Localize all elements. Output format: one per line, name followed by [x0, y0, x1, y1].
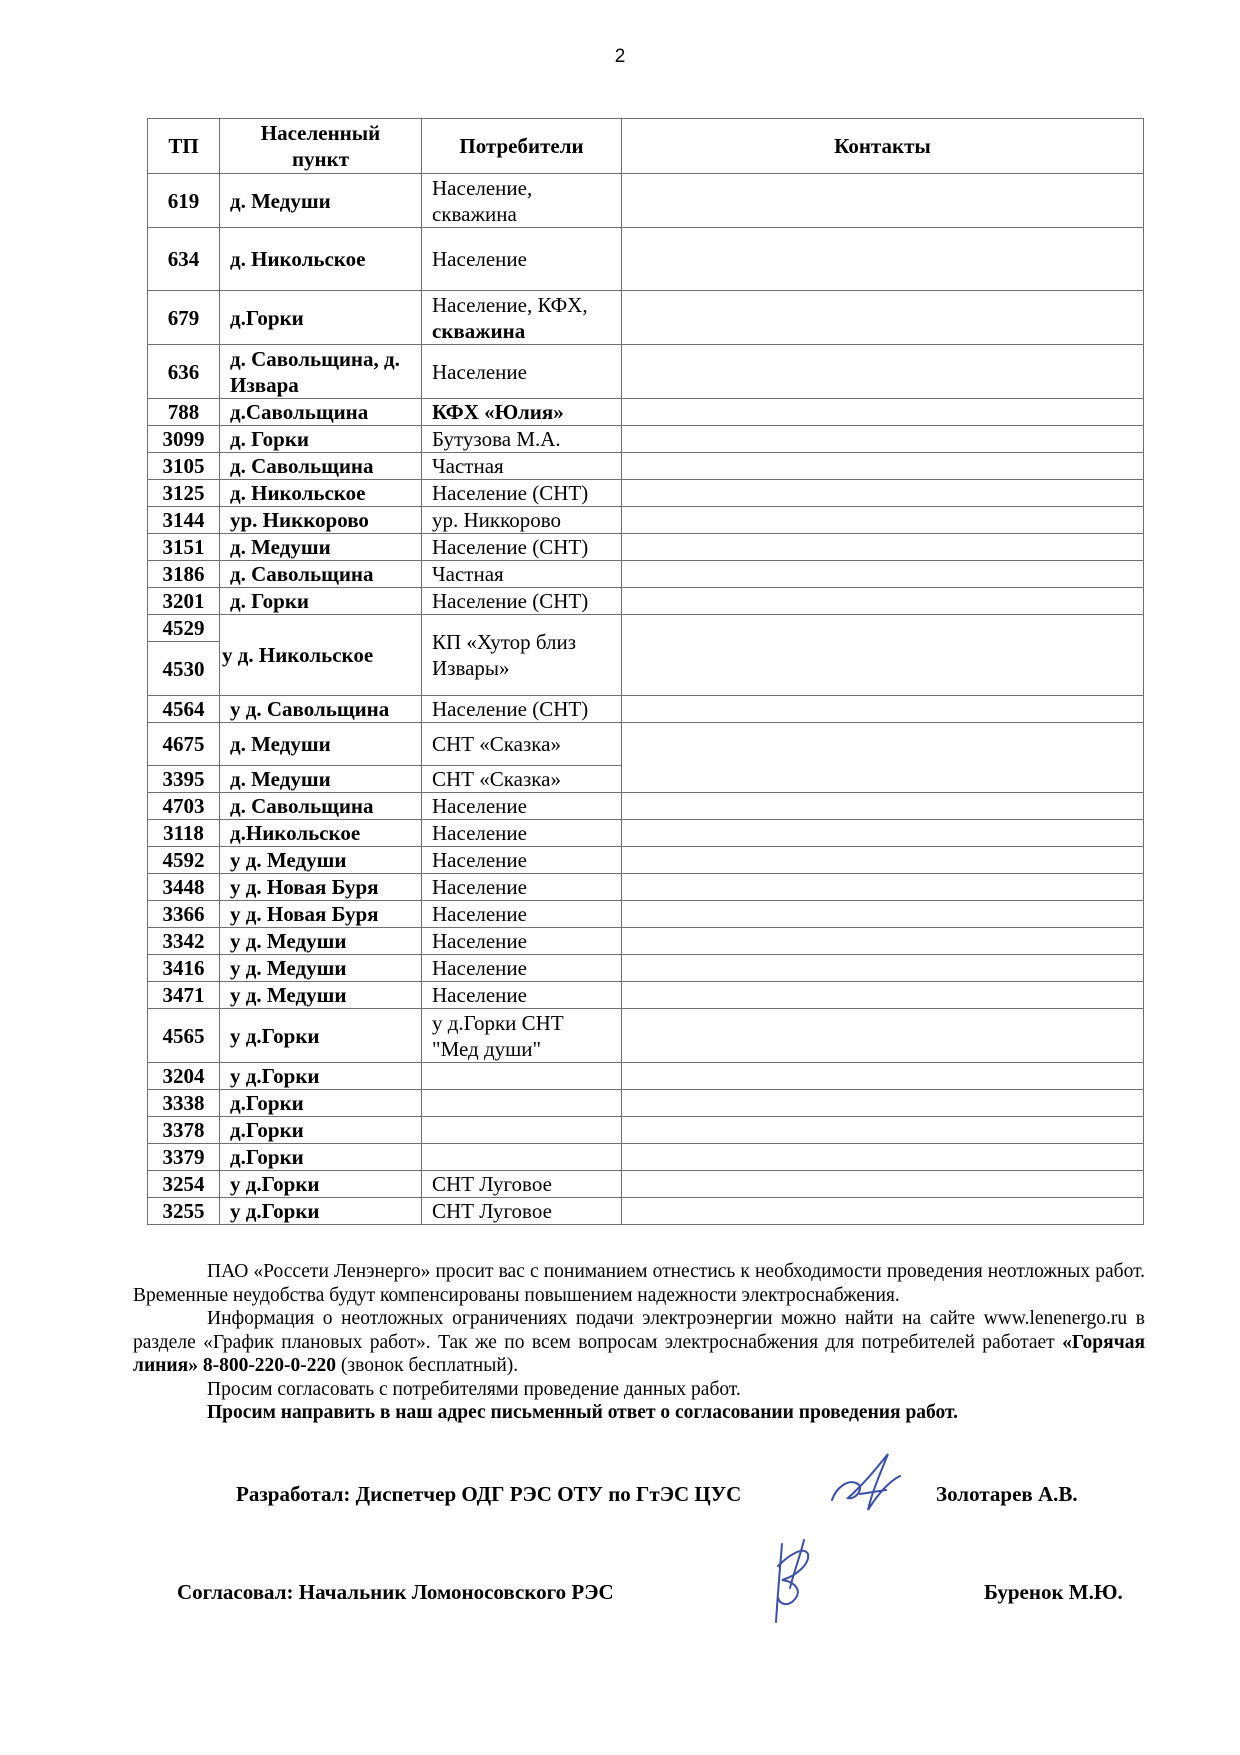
locality: у д. Медуши [220, 982, 422, 1009]
table-row [148, 291, 1144, 345]
table-row [148, 588, 1144, 615]
consumers: Население [422, 928, 622, 955]
locality: д. Медуши [220, 534, 422, 561]
contacts [622, 847, 1144, 874]
locality: у д.Горки [220, 1063, 422, 1090]
table-row [148, 453, 1144, 480]
tp-number: 3186 [148, 561, 220, 588]
contacts [622, 453, 1144, 480]
tp-number: 788 [148, 399, 220, 426]
developed-by-label: Разработал: Диспетчер ОДГ РЭС ОТУ по ГтЭС ЦУС [236, 1482, 742, 1506]
tp-number: 4564 [148, 696, 220, 723]
locality: у д. Новая Буря [220, 874, 422, 901]
tp-number: 4675 [148, 723, 220, 766]
tp-number: 3378 [148, 1117, 220, 1144]
tp-number: 3204 [148, 1063, 220, 1090]
tp-number: 3151 [148, 534, 220, 561]
contacts [622, 901, 1144, 928]
table-row [148, 1144, 1144, 1171]
locality: д.Горки [220, 1090, 422, 1117]
contacts [622, 723, 1144, 793]
locality: у д.Горки [220, 1009, 422, 1063]
contacts [622, 1063, 1144, 1090]
consumers [422, 1144, 622, 1171]
contacts [622, 696, 1144, 723]
table-row [148, 174, 1144, 228]
contacts [622, 399, 1144, 426]
contacts [622, 1144, 1144, 1171]
locality: д. Никольское [220, 480, 422, 507]
consumers [422, 1117, 622, 1144]
consumers: Население [422, 345, 622, 399]
developer-name: Золотарев А.В. [936, 1482, 1078, 1506]
tp-number: 3254 [148, 1171, 220, 1198]
notice-paragraph-apology: ПАО «Россети Ленэнерго» просит вас с пониманием отнестись к необходимости проведения неотложных работ. Временные неудобства будут компенсированы повышением надежности электроснабжения. [133, 1261, 1145, 1306]
consumers: Население [422, 982, 622, 1009]
contacts [622, 588, 1144, 615]
table-row [148, 820, 1144, 847]
contacts [622, 345, 1144, 399]
tp-number: 3255 [148, 1198, 220, 1225]
table-row [148, 1009, 1144, 1063]
table-row [148, 982, 1144, 1009]
table-row [148, 480, 1144, 507]
header-tp: ТП [148, 119, 220, 174]
contacts [622, 1171, 1144, 1198]
consumers: Население [422, 955, 622, 982]
locality: у д. Медуши [220, 955, 422, 982]
consumers: Население (СНТ) [422, 480, 622, 507]
consumers: Бутузова М.А. [422, 426, 622, 453]
table-row [148, 1090, 1144, 1117]
tp-number: 3144 [148, 507, 220, 534]
consumers: Население (СНТ) [422, 534, 622, 561]
consumers: Население [422, 820, 622, 847]
locality: д. Савольщина [220, 793, 422, 820]
contacts [622, 507, 1144, 534]
contacts [622, 793, 1144, 820]
notice-text [133, 1260, 1145, 1425]
table-row [148, 426, 1144, 453]
locality: у д.Горки [220, 1171, 422, 1198]
contacts [622, 426, 1144, 453]
tp-number: 679 [148, 291, 220, 345]
table-row [148, 561, 1144, 588]
locality: у д. Медуши [220, 928, 422, 955]
contacts [622, 534, 1144, 561]
consumers: Население [422, 793, 622, 820]
tp-number: 3379 [148, 1144, 220, 1171]
page-number: 2 [614, 46, 626, 67]
tp-number: 3416 [148, 955, 220, 982]
contacts [622, 982, 1144, 1009]
consumers: Население (СНТ) [422, 588, 622, 615]
header-locality: Населенный пункт [220, 119, 422, 174]
locality: д.Горки [220, 1144, 422, 1171]
tp-number: 4530 [148, 642, 220, 696]
notice-info-end: (звонок бесплатный). [336, 1355, 519, 1376]
contacts [622, 1117, 1144, 1144]
tp-number: 3448 [148, 874, 220, 901]
approver-name: Буренок М.Ю. [984, 1580, 1123, 1604]
locality: д. Медуши [220, 766, 422, 793]
locality: д. Горки [220, 426, 422, 453]
table-row [148, 615, 1144, 642]
tp-number: 3125 [148, 480, 220, 507]
table-row [148, 847, 1144, 874]
table-row [148, 793, 1144, 820]
table-row [148, 1063, 1144, 1090]
table-row [148, 723, 1144, 766]
contacts [622, 1090, 1144, 1117]
table-row [148, 1171, 1144, 1198]
table-row [148, 928, 1144, 955]
contacts [622, 561, 1144, 588]
hotline-text: «Горячая линия» 8-800-220-0-220 [133, 1331, 1145, 1376]
locality: у д. Савольщина [220, 696, 422, 723]
consumers: СНТ Луговое [422, 1198, 622, 1225]
notice-paragraph-info [133, 1307, 1145, 1378]
tp-number: 3395 [148, 766, 220, 793]
approved-by-label: Согласовал: Начальник Ломоносовского РЭС [177, 1580, 614, 1604]
consumers: Население [422, 847, 622, 874]
consumers [422, 1063, 622, 1090]
table-row [148, 901, 1144, 928]
notice-info-text: Информация о неотложных ограничениях подачи электроэнергии можно найти на сайте www.lenenergo.ru в разделе «График плановых работ». Так же по всем вопросам электроснабжения для потребителей работает [133, 1308, 1145, 1353]
tp-number: 3342 [148, 928, 220, 955]
consumers: Частная [422, 561, 622, 588]
tp-number: 4529 [148, 615, 220, 642]
contacts [622, 291, 1144, 345]
consumers: СНТ «Сказка» [422, 766, 622, 793]
locality: д. Савольщина [220, 453, 422, 480]
approver-signature-mark [760, 1532, 820, 1628]
locality: д. Савольщина, д. Извара [220, 345, 422, 399]
table-row [148, 345, 1144, 399]
contacts [622, 928, 1144, 955]
contacts [622, 1198, 1144, 1225]
tp-number: 3338 [148, 1090, 220, 1117]
consumers: КП «Хутор близ Извары» [422, 615, 622, 696]
table-row [148, 874, 1144, 901]
tp-number: 3105 [148, 453, 220, 480]
locality: д. Медуши [220, 174, 422, 228]
contacts [622, 874, 1144, 901]
consumers-text: Население, КФХ, [432, 292, 588, 317]
notice-paragraph-agree: Просим согласовать с потребителями проведение данных работ. [207, 1378, 741, 1400]
consumers: КФХ «Юлия» [422, 399, 622, 426]
contacts [622, 174, 1144, 228]
consumers: Население [422, 228, 622, 291]
table-row [148, 228, 1144, 291]
locality: д.Никольское [220, 820, 422, 847]
tp-number: 619 [148, 174, 220, 228]
tp-number: 3471 [148, 982, 220, 1009]
consumers: Население, скважина [422, 174, 622, 228]
table-row [148, 507, 1144, 534]
header-consumers: Потребители [422, 119, 622, 174]
consumers: Частная [422, 453, 622, 480]
tp-number: 4565 [148, 1009, 220, 1063]
consumers: СНТ Луговое [422, 1171, 622, 1198]
locality: д. Горки [220, 588, 422, 615]
tp-number: 4703 [148, 793, 220, 820]
table-row [148, 1198, 1144, 1225]
consumers [422, 291, 622, 345]
consumers [422, 1090, 622, 1117]
tp-number: 3366 [148, 901, 220, 928]
table-row [148, 955, 1144, 982]
consumers: СНТ «Сказка» [422, 723, 622, 766]
outage-table [147, 118, 1144, 1225]
developer-signature-mark [826, 1448, 912, 1524]
contacts [622, 615, 1144, 696]
locality: д.Савольщина [220, 399, 422, 426]
contacts [622, 820, 1144, 847]
tp-number: 3201 [148, 588, 220, 615]
table-row [148, 1117, 1144, 1144]
tp-number: 636 [148, 345, 220, 399]
tp-number: 3099 [148, 426, 220, 453]
locality: у д.Горки [220, 1198, 422, 1225]
consumers-bold-text: скважина [432, 318, 526, 343]
locality: ур. Никкорово [220, 507, 422, 534]
tp-number: 4592 [148, 847, 220, 874]
locality: д. Никольское [220, 228, 422, 291]
contacts [622, 480, 1144, 507]
consumers: Население [422, 874, 622, 901]
consumers: Население (СНТ) [422, 696, 622, 723]
table-header-row [148, 119, 1144, 174]
locality: у д. Никольское [220, 615, 422, 696]
header-contacts: Контакты [622, 119, 1144, 174]
tp-number: 634 [148, 228, 220, 291]
tp-number: 3118 [148, 820, 220, 847]
locality: д.Горки [220, 291, 422, 345]
locality: д. Савольщина [220, 561, 422, 588]
notice-paragraph-reply: Просим направить в наш адрес письменный ответ о согласовании проведения работ. [207, 1402, 959, 1423]
locality: д. Медуши [220, 723, 422, 766]
table-row [148, 696, 1144, 723]
locality: д.Горки [220, 1117, 422, 1144]
contacts [622, 1009, 1144, 1063]
contacts [622, 228, 1144, 291]
consumers: ур. Никкорово [422, 507, 622, 534]
consumers: у д.Горки СНТ "Мед души" [422, 1009, 622, 1063]
locality: у д. Новая Буря [220, 901, 422, 928]
contacts [622, 955, 1144, 982]
consumers: Население [422, 901, 622, 928]
table-row [148, 399, 1144, 426]
locality: у д. Медуши [220, 847, 422, 874]
table-row [148, 534, 1144, 561]
